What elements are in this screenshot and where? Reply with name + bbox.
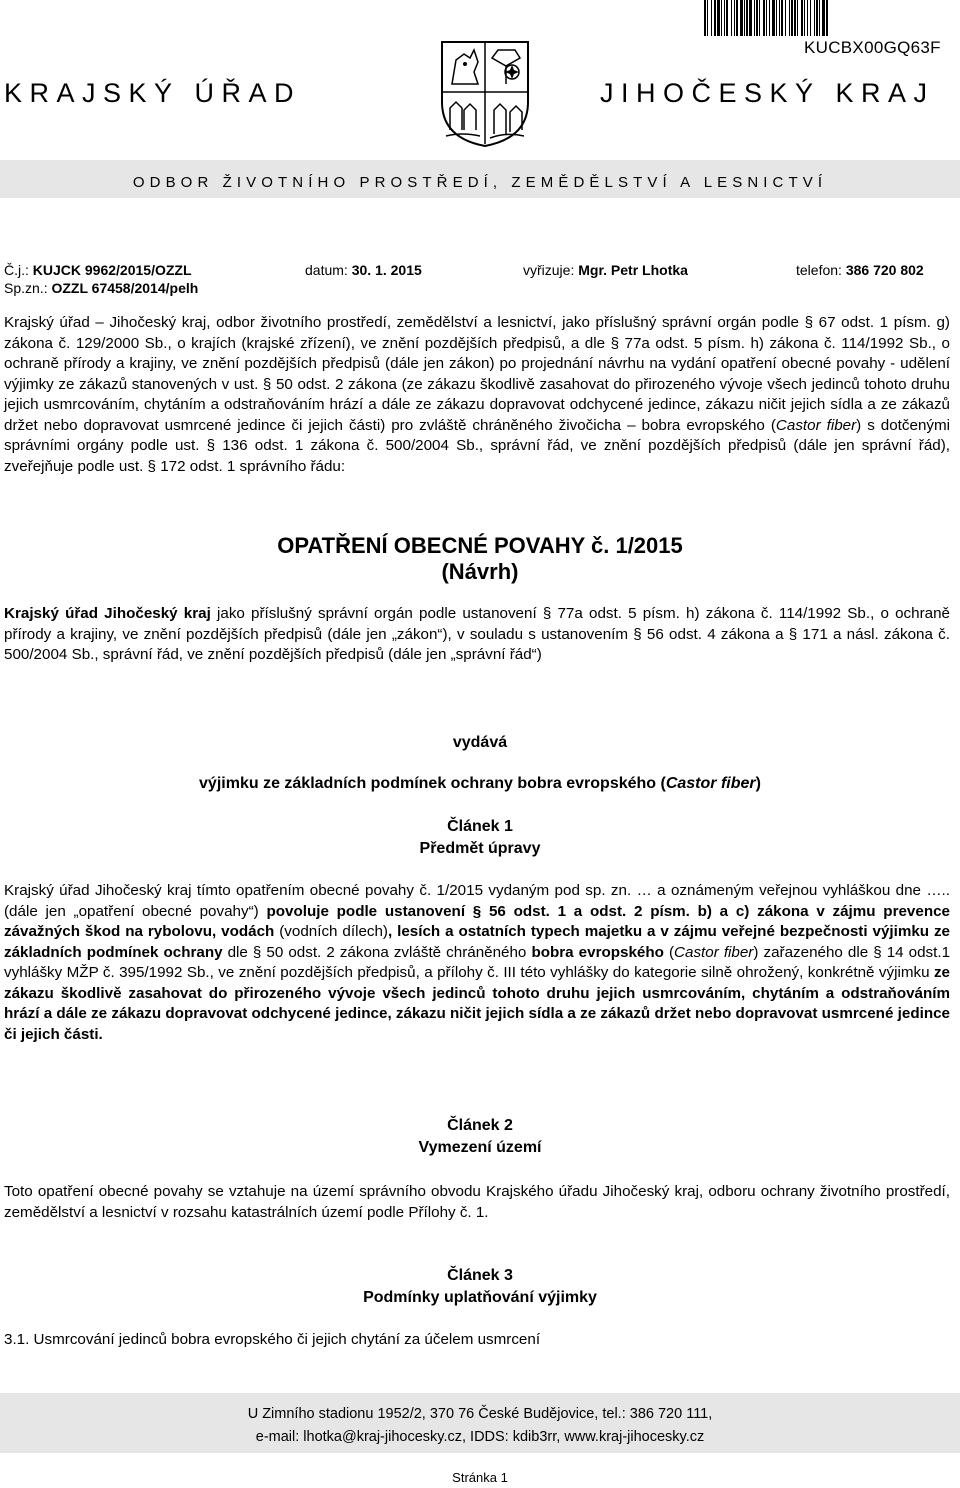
office-title-right: JIHOČESKÝ KRAJ [600, 78, 935, 108]
document-subtitle: (Návrh) [441, 559, 519, 584]
article-2-heading: Článek 2 [447, 1117, 513, 1134]
page-number: Stránka 1 [452, 1470, 508, 1485]
subject-title: výjimku ze základních podmínek ochrany bobra evropského (Castor fiber) [199, 775, 761, 792]
barcode-text: KUCBX00GQ63F [804, 38, 941, 57]
reference-date: datum: 30. 1. 2015 [305, 262, 422, 278]
article-2-title: Vymezení území [418, 1139, 542, 1156]
reference-phone: telefon: 386 720 802 [796, 262, 924, 278]
issues-heading: vydává [452, 734, 508, 751]
barcode [704, 0, 956, 36]
department-banner [0, 160, 960, 198]
footer-address: U Zimního stadionu 1952/2, 370 76 České Budějovice, tel.: 386 720 111, [247, 1406, 713, 1422]
article-3-heading: Článek 3 [447, 1267, 513, 1284]
coat-of-arms-icon [440, 40, 530, 148]
authority-paragraph: Krajský úřad Jihočeský kraj jako příslušný správní orgán podle ustanovení § 77a odst. 5 písm. h) zákona č. 114/1992 Sb., o ochraně přírody a krajiny, ve znění pozdějších předpisů (dále jen „zákon“), v souladu s ustanovením § 56 odst. 4 zákona a § 171 a násl. zákona č. 500/2004 Sb., správní řád, ve znění pozdějších předpisů (dále jen „správní řád“) [4, 605, 950, 663]
article-1-heading: Článek 1 [447, 818, 513, 835]
department-name: ODBOR ŽIVOTNÍHO PROSTŘEDÍ, ZEMĚDĚLSTVÍ A LESNICTVÍ [132, 174, 828, 191]
barcode-bar [828, 0, 829, 36]
article-3-title: Podmínky uplatňování výjimky [363, 1289, 597, 1306]
footer-contact: e-mail: lhotka@kraj-jihocesky.cz, IDDS: kdib3rr, www.kraj-jihocesky.cz [255, 1429, 705, 1445]
reference-number: Č.j.: KUJCK 9962/2015/OZZL [4, 262, 192, 278]
article-1-title: Předmět úpravy [419, 840, 541, 857]
article-1-text: Krajský úřad Jihočeský kraj tímto opatřením obecné povahy č. 1/2015 vydaným pod sp. zn. … a oznámeným veřejnou vyhláškou dne ….. (dále jen „opatření obecné povahy“) povoluje podle ustanovení § 56 odst. 1 a odst. 2 písm. b) a c) zákona v zájmu prevence závažných škod na rybolovu, vodách (vodních dílech), lesích a ostatních typech majetku a v zájmu veřejné bezpečnosti výjimku ze základních podmínek ochrany dle § 50 odst. 2 zákona zvláště chráněného bobra evropského (Castor fiber) zařazeného dle § 14 odst.1 vyhlášky MŽP č. 395/1992 Sb., ve znění pozdějších předpisů, a přílohy č. III této vyhlášky do kategorie silně ohrožený, konkrétně výjimku ze zákazu škodlivě zasahovat do přirozeného vývoje všech jedinců tohoto druhu jejich usmrcováním, chytáním a odstraňováním hrází a dále ze zákazu dopravovat odchycené jedince, zákazu ničit jejich sídla a ze zákazů držet nebo dopravovat usmrcené jedince či jejich části. [4, 882, 951, 1043]
reference-file-mark: Sp.zn.: OZZL 67458/2014/pelh [4, 280, 199, 296]
intro-paragraph: Krajský úřad – Jihočeský kraj, odbor životního prostředí, zemědělství a lesnictví, jako příslušný správní orgán podle § 67 odst. 1 písm. g) zákona č. 129/2000 Sb., o krajích (krajské zřízení), ve znění pozdějších předpisů, a dle § 77a odst. 5 písm. h) zákona č. 114/1992 Sb., o ochraně přírody a krajiny, ve znění pozdějších předpisů (dále jen zákon) po projednání návrhu na vydání opatření obecné povahy - udělení výjimky ze zákazů stanovených v ust. § 50 odst. 2 zákona (ze zákazu škodlivě zasahovat do přirozeného vývoje všech jedinců tohoto druhu jejich usmrcováním, chytáním a odstraňováním hrází a dále ze zákazu dopravovat odchycené jedince, zákazu ničit jejich sídla a ze zákazů držet nebo dopravovat usmrcené jedince či jejich části) pro zvláště chráněného živočicha – bobra evropského (Castor fiber) s dotčenými správními orgány podle ust. § 136 odst. 1 zákona č. 500/2004 Sb., správní řád, ve znění pozdějších předpisů (dále jen správní řád), zveřejňuje podle ust. § 172 odst. 1 správního řádu: [4, 314, 951, 475]
office-title-left: KRAJSKÝ ÚŘAD [4, 78, 302, 108]
article-3-item: 3.1. Usmrcování jedinců bobra evropského či jejich chytání za účelem usmrcení [4, 1331, 541, 1348]
document-title: OPATŘENÍ OBECNÉ POVAHY č. 1/2015 [277, 533, 683, 558]
article-2-text: Toto opatření obecné povahy se vztahuje na území správního obvodu Krajského úřadu Jihočeský kraj, odboru ochrany životního prostředí, zemědělství a lesnictví v rozsahu katastrálních území podle Přílohy č. 1. [4, 1183, 950, 1221]
reference-handler: vyřizuje: Mgr. Petr Lhotka [523, 262, 688, 278]
